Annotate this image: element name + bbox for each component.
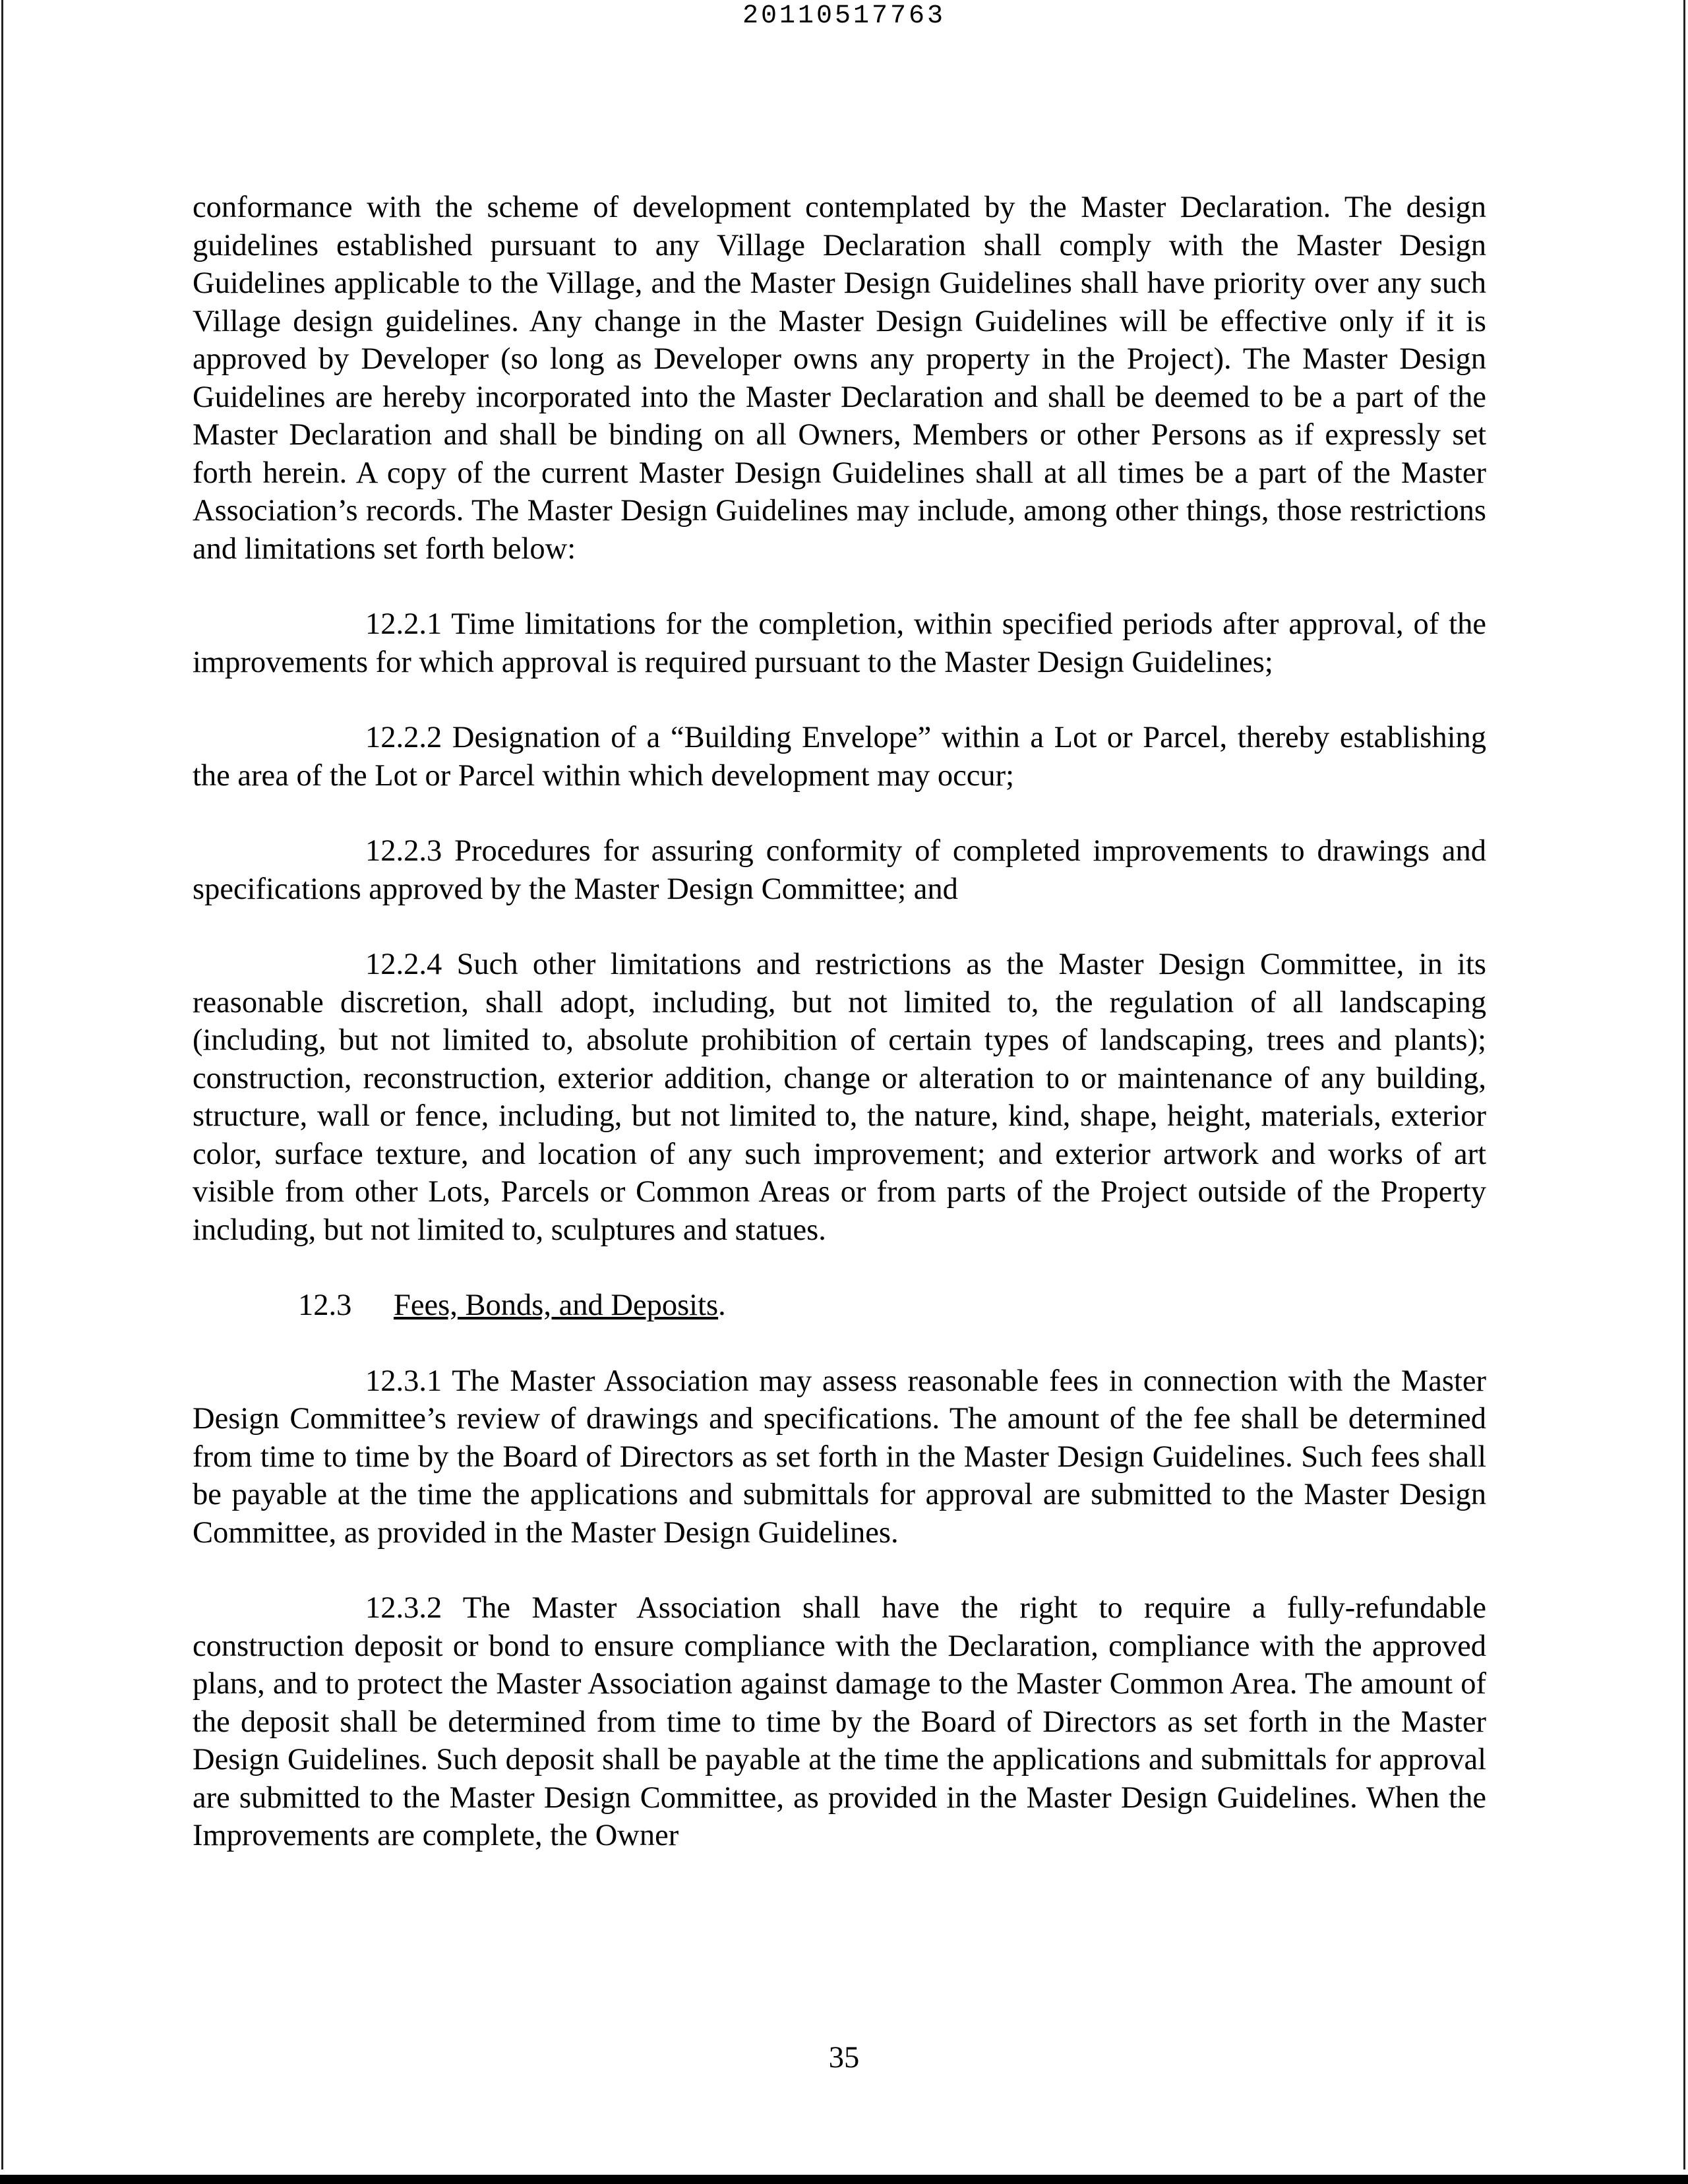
page-number: 35 [828,2041,860,2075]
paragraph-12-2-1: 12.2.1 Time limitations for the completion, within specified periods after approval, of the improvements for which approval is required pursuant to the Master Design Guidelines; [193,607,1486,679]
section-title: Fees, Bonds, and Deposits [394,1289,719,1322]
paragraph-12-2-4: 12.2.4 Such other limitations and restrictions as the Master Design Committee, in its reasonable discretion, shall adopt, including, but not limited to, the regulation of all landscaping (including, but not limited to, absolute prohibition of certain types of landscaping, trees and plants); construction, reconstruction, exterior addition, change or alteration to or maintenance of any building, structure, wall or fence, including, but not limited to, the nature, kind, shape, height, materials, exterior color, surface texture, and location of any such improvement; and exterior artwork and works of art visible from other Lots, Parcels or Common Areas or from parts of the Project outside of the Property including, but not limited to, sculptures and statues. [193,948,1486,1247]
document-body [193,189,1486,1855]
document-number: 20110517763 [742,1,946,31]
scan-edge-right [1683,0,1685,2169]
section-heading-12-3 [193,1287,1486,1325]
paragraph-12-2-2: 12.2.2 Designation of a “Building Envelope” within a Lot or Parcel, thereby establishing the area of the Lot or Parcel within which development may occur; [193,721,1486,793]
scan-edge-left [1,0,3,2169]
paragraph-12-2-3: 12.2.3 Procedures for assuring conformity of completed improvements to drawings and specifications approved by the Master Design Committee; and [193,834,1486,906]
section-number: 12.3 [298,1289,352,1322]
intro-paragraph: conformance with the scheme of development contemplated by the Master Declaration. The design guidelines established pursuant to any Village Declaration shall comply with the Master Design Guidelines applicable to the Village, and the Master Design Guidelines shall have priority over any such Village design guidelines. Any change in the Master Design Guidelines will be effective only if it is approved by Developer (so long as Developer owns any property in the Project). The Master Design Guidelines are hereby incorporated into the Master Declaration and shall be deemed to be a part of the Master Declaration and shall be binding on all Owners, Members or other Persons as if expressly set forth herein. A copy of the current Master Design Guidelines shall at all times be a part of the Master Association’s records. The Master Design Guidelines may include, among other things, those restrictions and limitations set forth below: [193,191,1486,566]
paragraph-12-3-2: 12.3.2 The Master Association shall have the right to require a fully-refundable construction deposit or bond to ensure compliance with the Declaration, compliance with the approved plans, and to protect the Master Association against damage to the Master Common Area. The amount of the deposit shall be determined from time to time by the Board of Directors as set forth in the Master Design Guidelines. Such deposit shall be payable at the time the applications and submittals for approval are submitted to the Master Design Committee, as provided in the Master Design Guidelines. When the Improvements are complete, the Owner [193,1591,1486,1852]
section-title-period: . [718,1289,726,1322]
scan-edge-bottom [0,2175,1688,2184]
paragraph-12-3-1: 12.3.1 The Master Association may assess reasonable fees in connection with the Master Design Committee’s review of drawings and specifications. The amount of the fee shall be determined from time to time by the Board of Directors as set forth in the Master Design Guidelines. Such fees shall be payable at the time the applications and submittals for approval are submitted to the Master Design Committee, as provided in the Master Design Guidelines. [193,1364,1486,1550]
